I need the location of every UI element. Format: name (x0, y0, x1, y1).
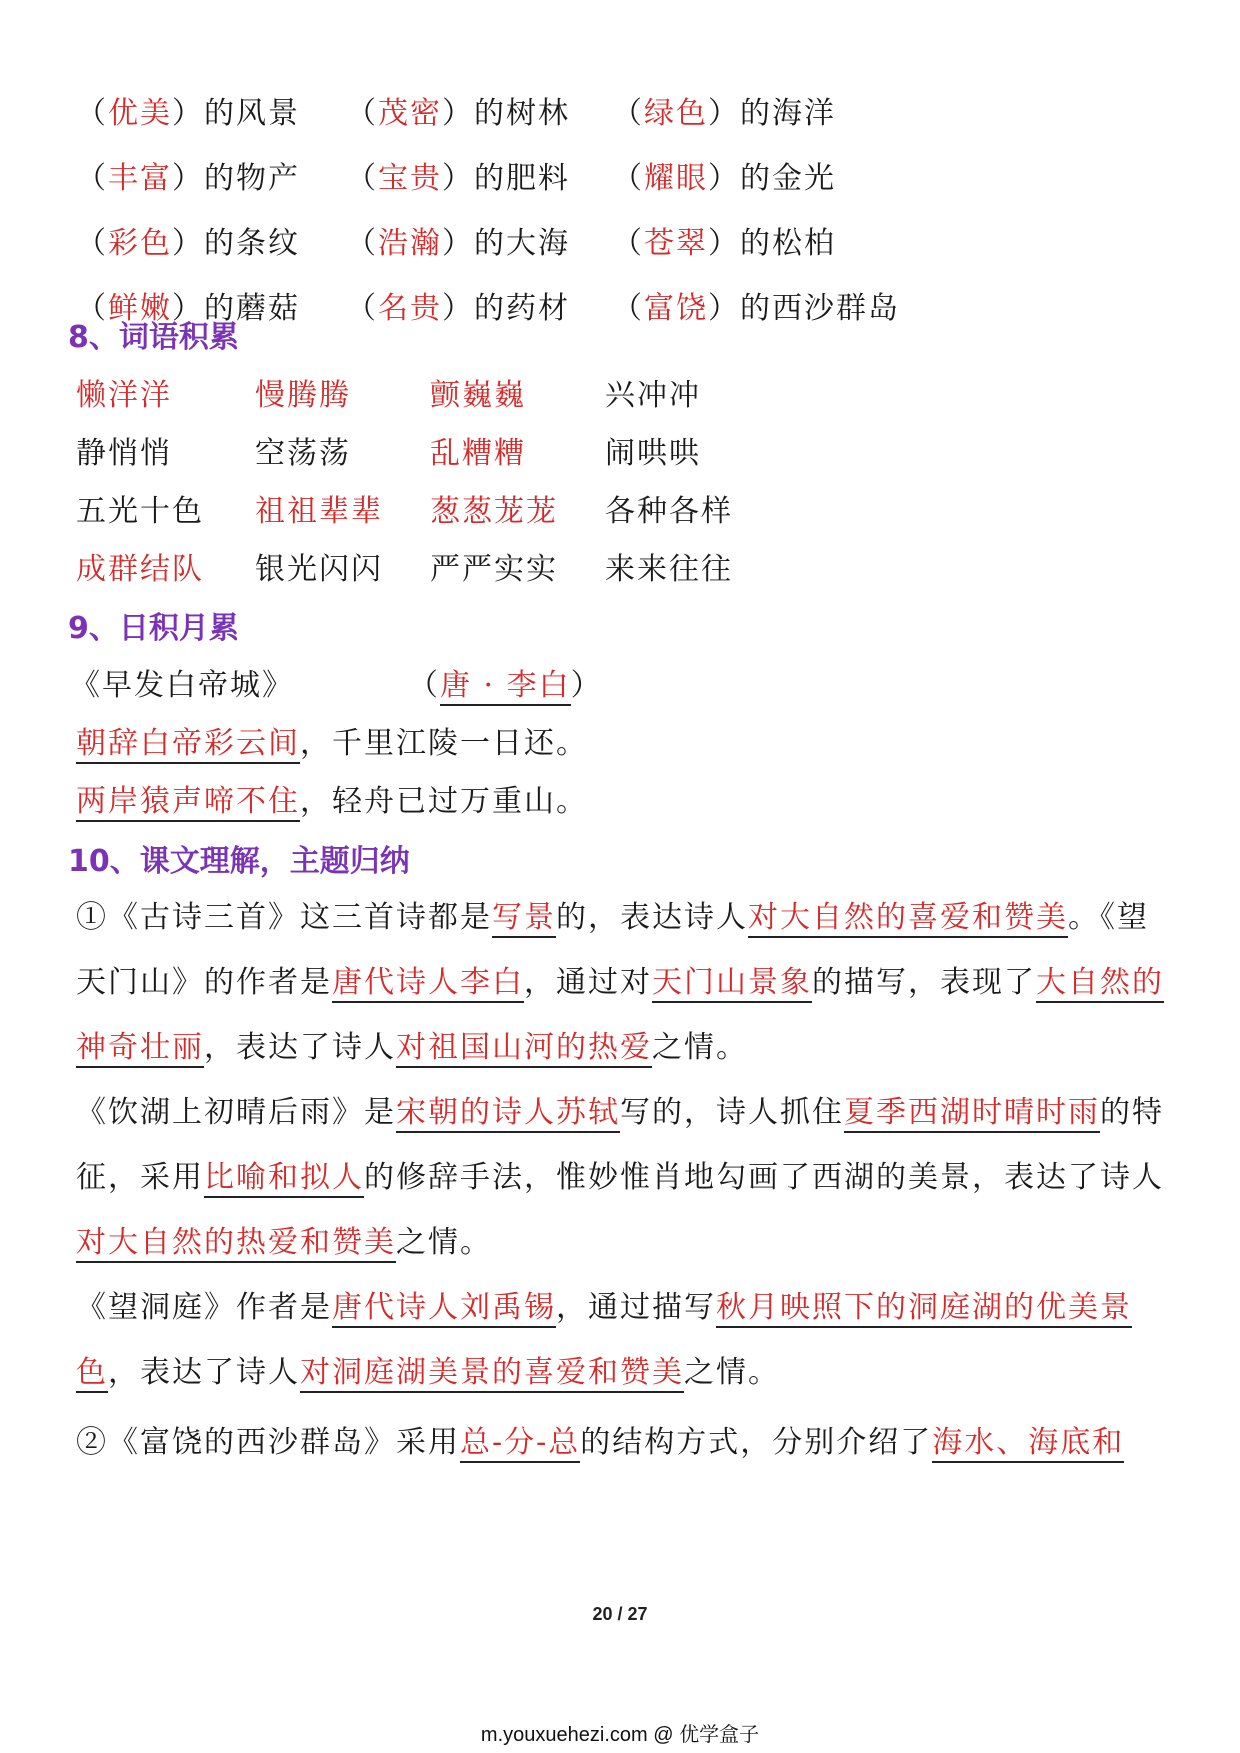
footer-source: m.youxuehezi.com @ 优学盒子 (480, 1724, 760, 1746)
phrase-adjective: 优美 (108, 96, 172, 131)
paren-close: ） (172, 291, 204, 326)
phrase-noun: 的西沙群岛 (740, 291, 900, 326)
poem-line-1 (76, 718, 588, 762)
paragraph-text: 写的，诗人抓住 (620, 1095, 844, 1130)
answer-text: 秋月映照下的洞庭湖的优美景色 (76, 1290, 1132, 1393)
phrase-item (346, 283, 570, 327)
poem-title: 《早发白帝城》 (70, 668, 294, 703)
poem-line-2 (76, 776, 588, 820)
vocab-word: 空荡荡 (255, 436, 351, 471)
vocab-word: 颤巍巍 (430, 378, 526, 413)
paragraph-text: ①《古诗三首》这三首诗都是 (76, 900, 492, 935)
paragraph-text: 的结构方式，分别介绍了 (580, 1425, 933, 1460)
paragraph-text: 的修辞手法，惟妙惟肖地勾画了西湖的美景，表达了诗人 (364, 1160, 1164, 1195)
paren-close: ） (172, 96, 204, 131)
paragraph-text: ，表达了诗人 (204, 1030, 396, 1065)
paragraph-text: 《饮湖上初晴后雨》是 (76, 1095, 396, 1130)
phrase-adjective: 名贵 (378, 291, 442, 326)
paragraph-2 (76, 1080, 1166, 1275)
phrase-noun: 的风景 (204, 96, 300, 131)
phrase-adjective: 苍翠 (644, 226, 708, 261)
vocab-word: 静悄悄 (76, 436, 172, 471)
phrase-adjective: 宝贵 (378, 161, 442, 196)
phrase-noun: 的树林 (474, 96, 570, 131)
poem-line-2-answer: 两岸猿声啼不住 (76, 784, 300, 822)
phrase-adjective: 鲜嫩 (108, 291, 172, 326)
vocab-word: 闹哄哄 (605, 436, 701, 471)
paragraph-text: 之情。 (396, 1225, 492, 1260)
phrase-noun: 的蘑菇 (204, 291, 300, 326)
phrase-adjective: 浩瀚 (378, 226, 442, 261)
paren-open: （ (346, 291, 378, 326)
paragraph-text: 之情。 (652, 1030, 748, 1065)
poem-author-line (408, 660, 603, 704)
phrase-adjective: 绿色 (644, 96, 708, 131)
paren-close: ） (570, 668, 603, 703)
answer-text: 大自然的神奇壮丽 (76, 965, 1164, 1068)
paren-open: （ (612, 291, 644, 326)
answer-text: 对大自然的热爱和赞美 (76, 1225, 396, 1263)
answer-text: 天门山景象 (652, 965, 812, 1003)
vocab-word: 兴冲冲 (605, 378, 701, 413)
poem-author: 唐 · 李白 (440, 668, 571, 706)
phrase-item (612, 283, 900, 327)
paren-close: ） (708, 96, 740, 131)
vocab-word: 各种各样 (605, 494, 733, 529)
phrase-item (76, 88, 300, 132)
paragraph-text: 的特征，采用 (76, 1095, 1164, 1195)
paragraph-text: ，通过描写 (556, 1290, 716, 1325)
phrase-item (612, 153, 836, 197)
phrase-noun: 的松柏 (740, 226, 836, 261)
answer-text: 夏季西湖时晴时雨 (844, 1095, 1100, 1133)
paragraph-4 (76, 1410, 1166, 1475)
vocab-word: 成群结队 (76, 552, 204, 587)
phrase-item (612, 218, 836, 262)
paragraph-text: 之情。 (684, 1355, 780, 1390)
phrase-item (612, 88, 836, 132)
phrase-noun: 的肥料 (474, 161, 570, 196)
answer-text: 总-分-总 (460, 1425, 580, 1463)
phrase-adjective: 富饶 (644, 291, 708, 326)
paren-close: ） (172, 226, 204, 261)
answer-text: 唐代诗人刘禹锡 (332, 1290, 556, 1328)
section-10-title: 10、课文理解，主题归纳 (68, 844, 410, 879)
phrase-noun: 的药材 (474, 291, 570, 326)
paragraph-text: 《望洞庭》作者是 (76, 1290, 332, 1325)
phrase-adjective: 耀眼 (644, 161, 708, 196)
paren-open: （ (76, 226, 108, 261)
paren-open: （ (408, 668, 440, 703)
paren-close: ） (442, 96, 474, 131)
paren-open: （ (346, 161, 378, 196)
phrase-adjective: 茂密 (378, 96, 442, 131)
poem-line-1-rest: ，千里江陵一日还。 (300, 726, 588, 761)
answer-text: 对大自然的喜爱和赞美 (748, 900, 1068, 938)
page-number: 20 / 27 (592, 1604, 648, 1624)
paragraph-3 (76, 1275, 1166, 1405)
paren-close: ） (442, 291, 474, 326)
phrase-noun: 的金光 (740, 161, 836, 196)
phrase-noun: 的大海 (474, 226, 570, 261)
paragraph-text: ，表达了诗人 (108, 1355, 300, 1390)
phrase-noun: 的海洋 (740, 96, 836, 131)
paren-open: （ (612, 161, 644, 196)
vocab-word: 葱葱茏茏 (430, 494, 558, 529)
paragraph-text: ，通过对 (524, 965, 652, 1000)
phrase-item (76, 218, 300, 262)
paren-open: （ (76, 291, 108, 326)
paren-close: ） (708, 226, 740, 261)
paragraph-1 (76, 885, 1166, 1080)
vocab-word: 银光闪闪 (255, 552, 383, 587)
poem-line-1-answer: 朝辞白帝彩云间 (76, 726, 300, 764)
phrase-adjective: 丰富 (108, 161, 172, 196)
paren-close: ） (442, 226, 474, 261)
paren-open: （ (612, 96, 644, 131)
vocab-word: 五光十色 (76, 494, 204, 529)
answer-text: 对祖国山河的热爱 (396, 1030, 652, 1068)
poem-line-2-rest: ，轻舟已过万重山。 (300, 784, 588, 819)
phrase-adjective: 彩色 (108, 226, 172, 261)
answer-text: 比喻和拟人 (204, 1160, 364, 1198)
section-8-title: 8、词语积累 (68, 320, 239, 355)
vocab-word: 来来往往 (605, 552, 733, 587)
paren-open: （ (346, 96, 378, 131)
answer-text: 海水、海底和 (932, 1425, 1124, 1463)
phrase-noun: 的条纹 (204, 226, 300, 261)
answer-text: 宋朝的诗人苏轼 (396, 1095, 620, 1133)
paren-close: ） (708, 291, 740, 326)
answer-text: 对洞庭湖美景的喜爱和赞美 (300, 1355, 684, 1393)
paragraph-text: ②《富饶的西沙群岛》采用 (76, 1425, 460, 1460)
phrase-item (346, 218, 570, 262)
paren-close: ） (708, 161, 740, 196)
paren-open: （ (612, 226, 644, 261)
phrase-item (346, 88, 570, 132)
section-9-title: 9、日积月累 (68, 611, 239, 646)
answer-text: 唐代诗人李白 (332, 965, 524, 1003)
vocab-word: 乱糟糟 (430, 436, 526, 471)
phrase-item (346, 153, 570, 197)
vocab-word: 懒洋洋 (76, 378, 172, 413)
paragraph-text: 的描写，表现了 (812, 965, 1036, 1000)
paren-close: ） (442, 161, 474, 196)
vocab-word: 祖祖辈辈 (255, 494, 383, 529)
vocab-word: 严严实实 (430, 552, 558, 587)
answer-text: 写景 (492, 900, 556, 938)
vocab-word: 慢腾腾 (255, 378, 351, 413)
paren-open: （ (76, 96, 108, 131)
phrase-item (76, 153, 300, 197)
paren-close: ） (172, 161, 204, 196)
paragraph-text: 。《望天门山》的作者是 (76, 900, 1149, 1000)
paren-open: （ (346, 226, 378, 261)
paragraph-text: 的，表达诗人 (556, 900, 748, 935)
paren-open: （ (76, 161, 108, 196)
phrase-noun: 的物产 (204, 161, 300, 196)
